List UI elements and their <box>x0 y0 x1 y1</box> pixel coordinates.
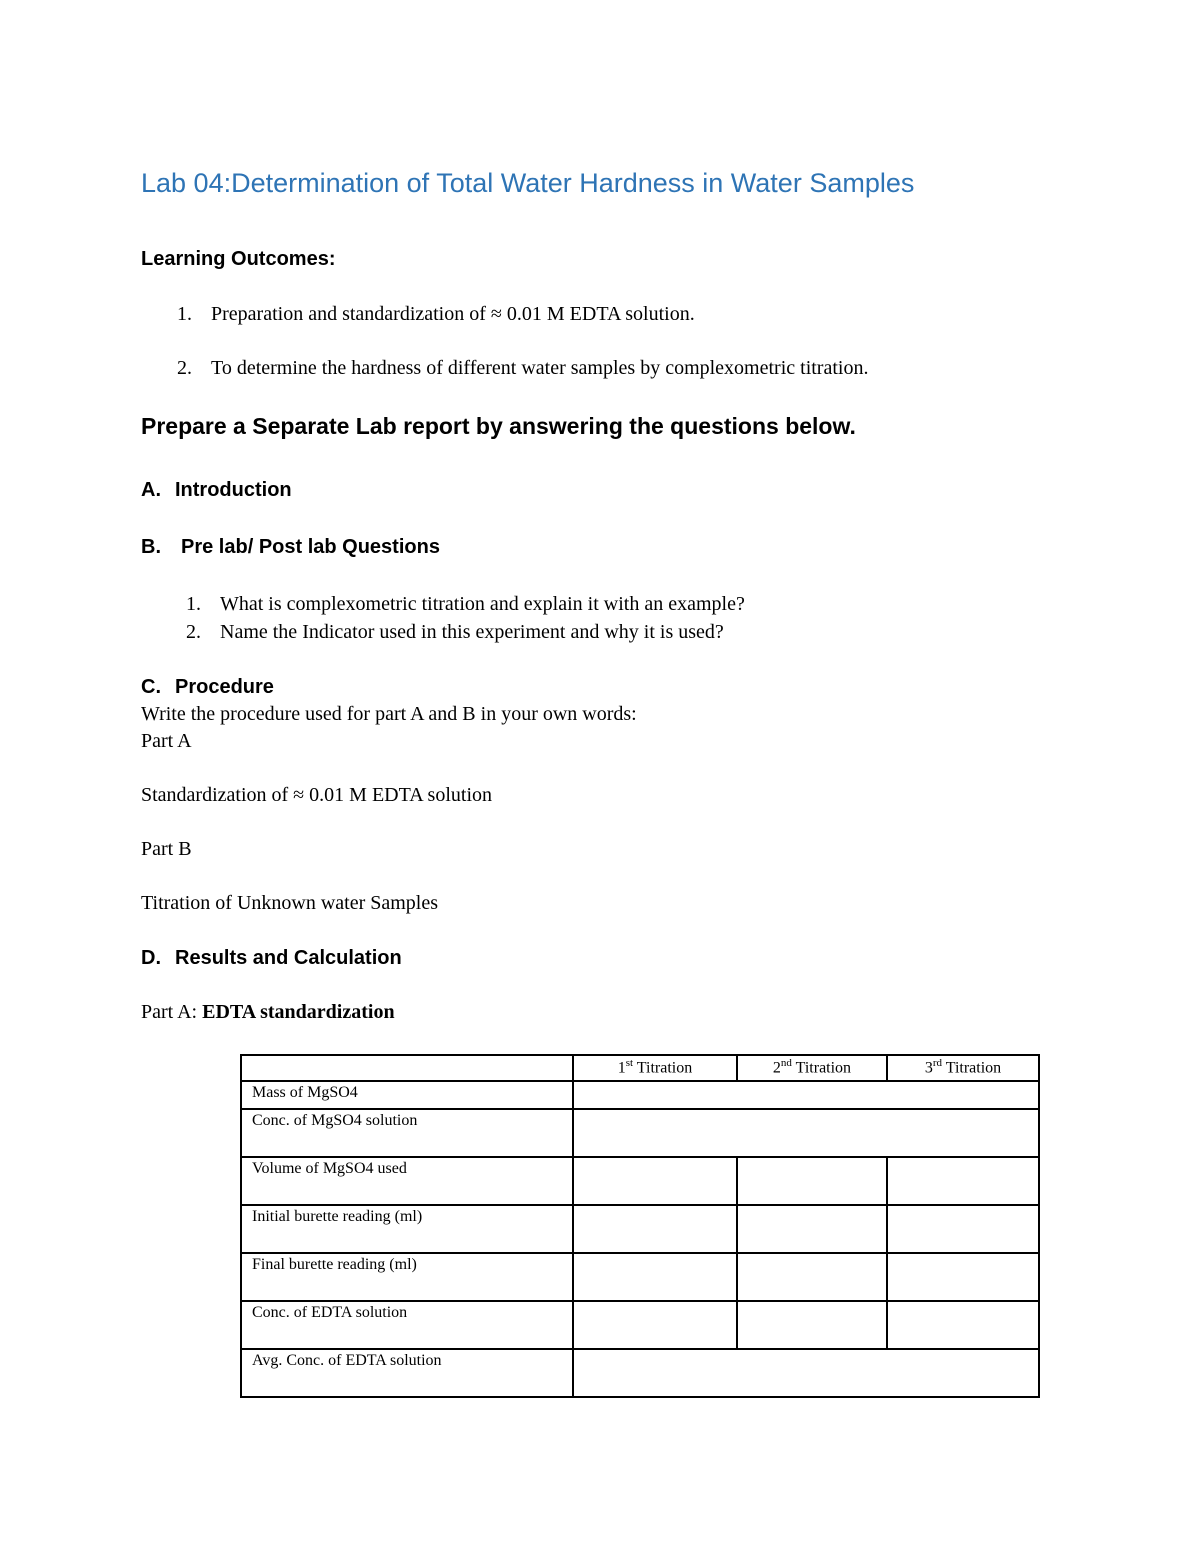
page-title: Lab 04:Determination of Total Water Hardness in Water Samples <box>141 168 915 198</box>
table-cell <box>737 1301 887 1349</box>
table-cell <box>573 1301 737 1349</box>
table-header-cell: 2nd Titration <box>737 1055 887 1081</box>
table-cell-merged <box>573 1081 1039 1109</box>
section-label: B. <box>141 536 161 558</box>
table-row <box>241 1301 1039 1349</box>
outcome-item <box>177 303 695 326</box>
question-text: What is complexometric titration and explain it with an example? <box>220 593 745 615</box>
table-header-blank <box>241 1055 573 1081</box>
table-row <box>241 1349 1039 1397</box>
row-label: Mass of MgSO4 <box>241 1081 573 1109</box>
prepare-heading: Prepare a Separate Lab report by answering the questions below. <box>141 413 856 439</box>
table-cell <box>737 1253 887 1301</box>
section-label: A. <box>141 479 161 501</box>
outcome-text: Preparation and standardization of ≈ 0.01 M EDTA solution. <box>211 303 695 325</box>
table-header-row <box>241 1055 1039 1081</box>
outcome-item <box>177 357 868 380</box>
table-row <box>241 1253 1039 1301</box>
question-number: 2. <box>186 621 201 643</box>
table-cell <box>737 1157 887 1205</box>
outcome-number: 2. <box>177 357 192 379</box>
section-label: C. <box>141 676 161 698</box>
section-procedure <box>141 676 274 699</box>
part-b-label: Part B <box>141 838 192 860</box>
outcome-number: 1. <box>177 303 192 325</box>
part-a-description: Standardization of ≈ 0.01 M EDTA solution <box>141 784 493 806</box>
results-part-label: Part A: <box>141 1001 203 1023</box>
table-cell <box>573 1205 737 1253</box>
row-label: Initial burette reading (ml) <box>241 1205 573 1253</box>
table-cell <box>573 1157 737 1205</box>
row-label: Final burette reading (ml) <box>241 1253 573 1301</box>
results-part-heading <box>141 1001 395 1024</box>
row-label: Conc. of MgSO4 solution <box>241 1109 573 1157</box>
table-cell <box>573 1253 737 1301</box>
question-text: Name the Indicator used in this experiment and why it is used? <box>220 621 724 643</box>
section-introduction <box>141 479 292 502</box>
table-cell <box>887 1253 1039 1301</box>
row-label: Conc. of EDTA solution <box>241 1301 573 1349</box>
learning-outcomes-heading: Learning Outcomes: <box>141 248 336 270</box>
procedure-intro: Write the procedure used for part A and B in your own words: <box>141 703 637 725</box>
table-row <box>241 1205 1039 1253</box>
section-results <box>141 947 402 970</box>
row-label: Volume of MgSO4 used <box>241 1157 573 1205</box>
table-cell <box>737 1205 887 1253</box>
section-questions <box>141 536 440 559</box>
question-item <box>186 593 745 616</box>
outcome-text: To determine the hardness of different water samples by complexometric titration. <box>211 357 869 379</box>
table-cell <box>887 1157 1039 1205</box>
table-row <box>241 1157 1039 1205</box>
row-label: Avg. Conc. of EDTA solution <box>241 1349 573 1397</box>
table-cell <box>887 1205 1039 1253</box>
section-label: D. <box>141 947 161 969</box>
results-part-title: EDTA standardization <box>202 1001 395 1023</box>
question-item <box>186 621 724 644</box>
table-header-cell: 3rd Titration <box>887 1055 1039 1081</box>
table-header-cell: 1st Titration <box>573 1055 737 1081</box>
table-cell-merged <box>573 1349 1039 1397</box>
section-title: Introduction <box>175 479 292 501</box>
section-title: Results and Calculation <box>175 947 402 969</box>
section-title: Procedure <box>175 676 274 698</box>
table-row <box>241 1109 1039 1157</box>
table-cell <box>887 1301 1039 1349</box>
table-cell-merged <box>573 1109 1039 1157</box>
part-b-description: Titration of Unknown water Samples <box>141 892 439 914</box>
section-title: Pre lab/ Post lab Questions <box>181 536 440 558</box>
table-row <box>241 1081 1039 1109</box>
edta-standardization-table <box>240 1054 1040 1398</box>
question-number: 1. <box>186 593 201 615</box>
part-a-label: Part A <box>141 730 192 752</box>
